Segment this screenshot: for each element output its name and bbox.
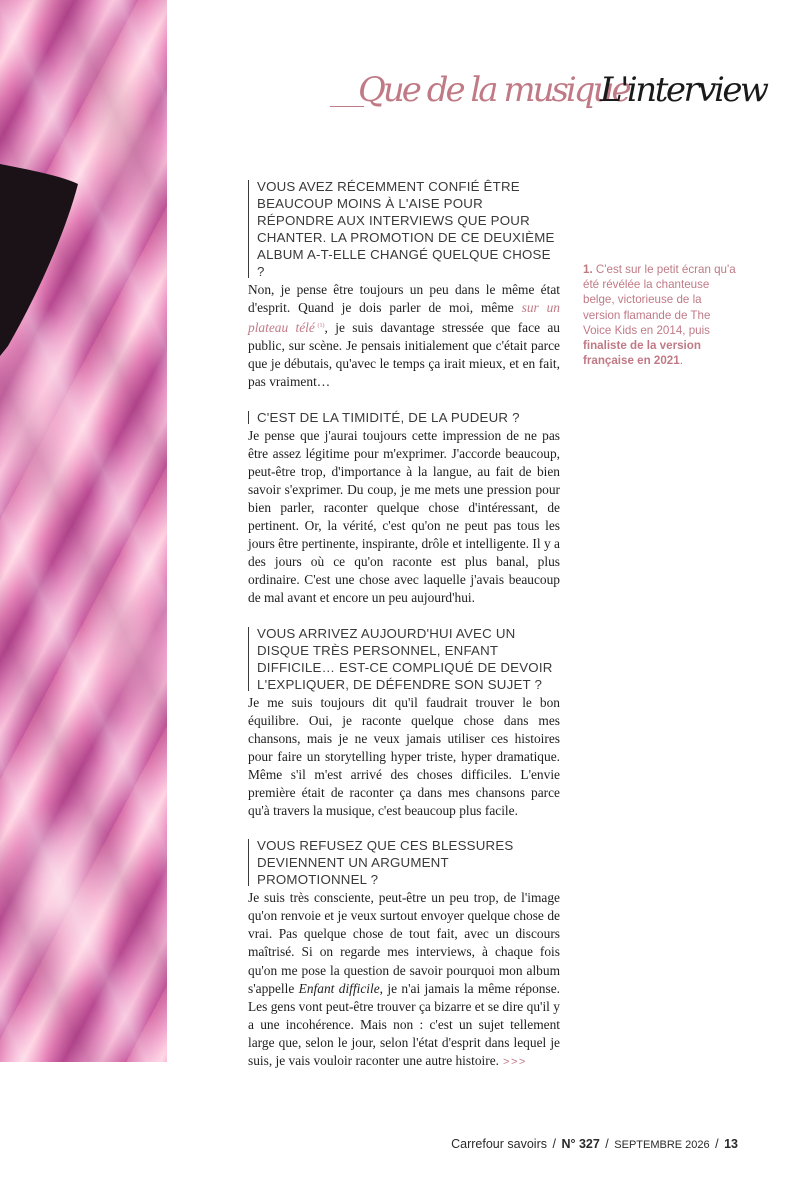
footnote-emphasis: finaliste de la version française en 2021 <box>583 339 701 368</box>
qa-block-2 <box>248 409 560 608</box>
issue-number: N° 327 <box>561 1137 600 1151</box>
question-4 <box>248 837 560 888</box>
qa-block-4 <box>248 837 560 1071</box>
answer-2: Je pense que j'aurai toujours cette impression de ne pas être assez légitime pour m'exprimer. J'accorde beaucoup, peut-être trop, d'importance à la langue, au fait de bien savoir s'exprimer. Du coup, je me mets une pression pour bien parler, raconter quelque chose d'intéressant, de pertinent. Or, la vérité, c'est qu'on ne peut pas tous les jours être pertinente, inspirante, drôle et intelligente. Il y a des jours où ce qu'on raconte est plus banal, plus ordinaire. C'est une chose avec laquelle j'avais beaucoup de mal avant et encore un peu aujourd'hui. <box>248 427 560 606</box>
answer-text: , je n'ai jamais la même réponse. Les gens vont peut-être trouver ça bizarre et se dire qu'il y a une incohérence. Mais non : c'est un sujet tellement large que, selon le jour, selon l'état d'esprit dans lequel je suis, je vais vouloir raconter une autre histoire. <box>248 980 560 1068</box>
section-title: Que de la musique <box>358 70 629 110</box>
continue-arrow[interactable]: >>> <box>503 1056 527 1068</box>
footer-separator: / <box>605 1137 609 1151</box>
question-bar <box>248 180 249 278</box>
question-text: VOUS ARRIVEZ AUJOURD'HUI AVEC UN DISQUE TRÈS PERSONNEL, ENFANT DIFFICILE… EST-CE COMPLIQUÉ DE DEVOIR L'EXPLIQUER, DE DÉFENDRE SON SUJET ? <box>257 625 553 692</box>
footer-separator: / <box>552 1137 556 1151</box>
footnote-number: 1. <box>583 263 593 276</box>
answer-3: Je me suis toujours dit qu'il faudrait trouver le bon équilibre. Oui, je raconte quelque chose dans mes chansons, mais je ne veux jamais utiliser ces histoires pour faire un storytelling hyper triste, hyper dramatique. Même s'il m'est arrivé des choses difficiles. L'envie première était de raconter ça dans mes chansons parce qu'à travers la musique, c'est beaucoup plus facile. <box>248 694 560 819</box>
note-link-text: sur un plateau télé <box>248 300 560 336</box>
question-text: VOUS AVEZ RÉCEMMENT CONFIÉ ÊTRE BEAUCOUP MOINS À L'AISE POUR RÉPONDRE AUX INTERVIEWS QUE POUR CHANTER. LA PROMOTION DE CE DEUXIÈME ALBUM A-T-ELLE CHANGÉ QUELQUE CHOSE ? <box>257 179 555 279</box>
question-1 <box>248 178 560 280</box>
album-title: Enfant difficile <box>298 980 380 996</box>
page-header <box>328 66 767 116</box>
question-3 <box>248 625 560 693</box>
footnote-end: . <box>679 354 683 368</box>
qa-block-1 <box>248 178 560 392</box>
answer-4 <box>248 889 560 1071</box>
page-number: 13 <box>724 1137 738 1151</box>
satin-photo <box>0 0 167 1062</box>
answer-text: Non, je pense être toujours un peu dans le même état d'esprit. Quand je dois parler de moi, même <box>248 282 560 316</box>
answer-text: , je suis davantage stressée que face au public, sur scène. Je pensais initialement que c'était parce que je débutais, qu'avec le temps ça irait mieux, et en fait, pas vraiment… <box>248 320 560 390</box>
question-text: VOUS REFUSEZ QUE CES BLESSURES DEVIENNENT UN ARGUMENT PROMOTIONNEL ? <box>257 838 514 888</box>
footer-separator: / <box>715 1137 719 1151</box>
interview-column <box>248 178 560 1071</box>
footnote <box>583 262 738 368</box>
magazine-name: Carrefour savoirs <box>451 1137 547 1151</box>
question-text: C'EST DE LA TIMIDITÉ, DE LA PUDEUR ? <box>257 409 520 425</box>
answer-text: Je suis très consciente, peut-être un peu trop, de l'image qu'on renvoie et je veux surtout envoyer quelque chose de vrai. Pas quelque chose de tout fait, avec un discours maîtrisé. Si on regarde mes interviews, à chaque fois qu'on me pose la question de savoir pourquoi mon album s'appelle <box>248 890 560 996</box>
footnote-text: C'est sur le petit écran qu'a été révélée la chanteuse belge, victorieuse de la version flamande de The Voice Kids en 2014, puis <box>583 263 736 337</box>
rubric-label: L'interview <box>600 70 767 110</box>
question-bar <box>248 627 249 691</box>
issue-date: SEPTEMBRE 2026 <box>614 1139 710 1151</box>
answer-1 <box>248 281 560 392</box>
page-footer <box>451 1137 738 1151</box>
dark-garment-shape <box>0 150 80 370</box>
note-ref: (1) <box>317 323 325 330</box>
question-2 <box>248 409 560 426</box>
question-bar <box>248 411 249 424</box>
question-bar <box>248 839 249 886</box>
qa-block-3 <box>248 625 560 821</box>
